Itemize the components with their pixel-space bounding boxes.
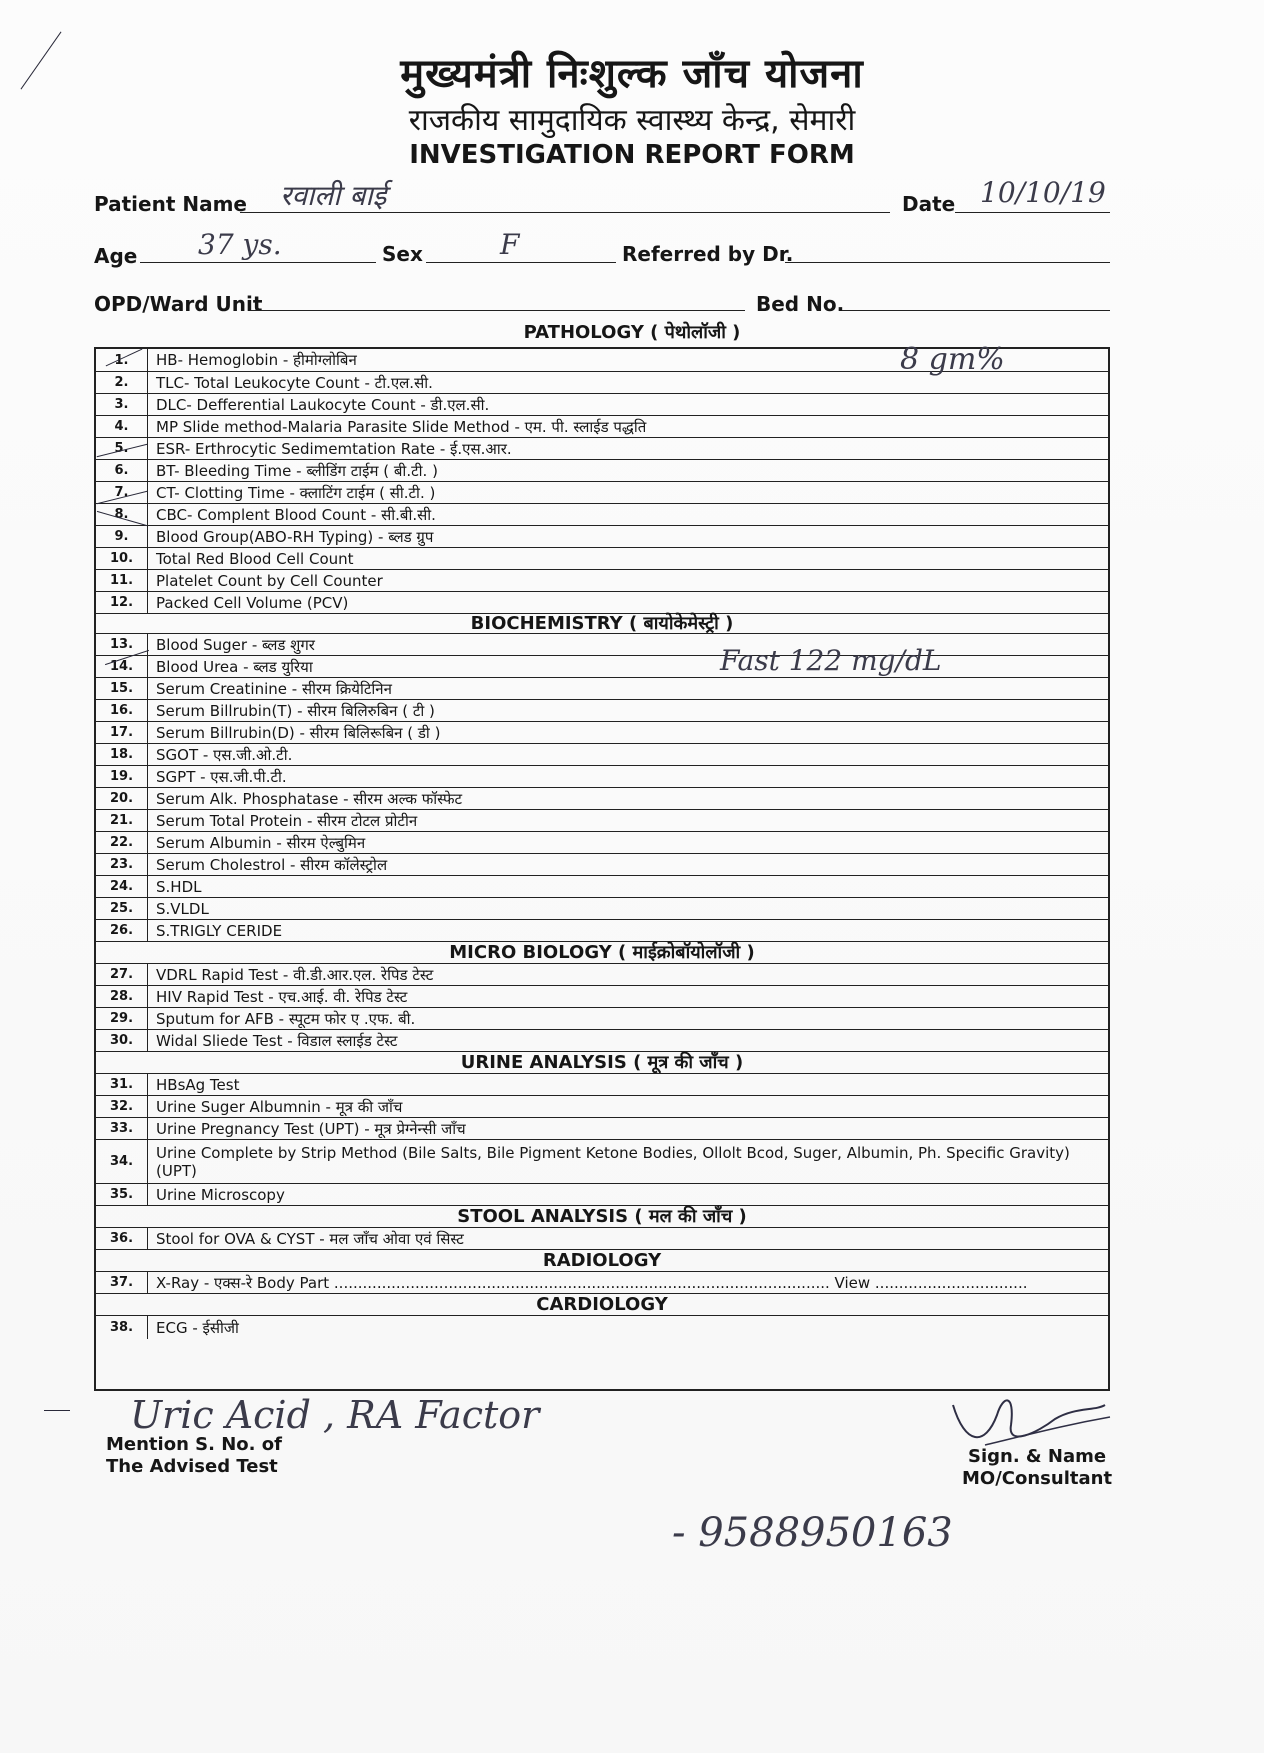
table-row: [96, 765, 1108, 787]
test-number: 5.: [96, 438, 148, 459]
test-name: Total Red Blood Cell Count: [156, 549, 354, 568]
investigation-table: [94, 347, 1110, 1391]
test-name: Sputum for AFB - स्पूटम फोर ए .एफ. बी.: [156, 1009, 416, 1028]
table-row: [96, 743, 1108, 765]
test-number: 9.: [96, 526, 148, 547]
test-name: Serum Billrubin(D) - सीरम बिलिरूबिन ( डी ): [156, 723, 441, 742]
test-name: HB- Hemoglobin - हीमोग्लोबिन: [156, 351, 357, 369]
phone-number[interactable]: - 9588950163: [672, 1510, 953, 1556]
sex-label: Sex: [382, 242, 423, 266]
test-name: Urine Complete by Strip Method (Bile Salts, Bile Pigment Ketone Bodies, Ollolt Bcod, Suger, Albumin, Ph. Specific Gravity) (UPT): [156, 1143, 1070, 1180]
test-number: 22.: [96, 832, 148, 853]
patient-name-label: Patient Name: [94, 192, 247, 216]
table-row: [96, 547, 1108, 569]
test-number: 25.: [96, 898, 148, 919]
table-row: [96, 1095, 1108, 1117]
test-number: 35.: [96, 1184, 148, 1205]
sex-value[interactable]: F: [500, 228, 520, 261]
table-row: [96, 569, 1108, 591]
test-number: 1.: [96, 349, 148, 371]
test-name: Packed Cell Volume (PCV): [156, 593, 349, 612]
test-name: Blood Suger - ब्लड शुगर: [156, 635, 315, 654]
test-name: Blood Group(ABO-RH Typing) - ब्लड ग्रुप: [156, 527, 434, 546]
test-name: Urine Microscopy: [156, 1185, 285, 1204]
table-row: [96, 633, 1108, 655]
test-number: 17.: [96, 722, 148, 743]
test-number: 12.: [96, 592, 148, 613]
test-name: VDRL Rapid Test - वी.डी.आर.एल. रेपिड टेस्ट: [156, 965, 434, 984]
test-name: S.TRIGLY CERIDE: [156, 921, 283, 940]
table-row: [96, 1227, 1108, 1249]
test-number: 11.: [96, 570, 148, 591]
section-pathology: PATHOLOGY ( पेथोलॉजी ): [523, 322, 741, 343]
test-name: ECG - ईसीजी: [156, 1318, 239, 1337]
test-name: Urine Pregnancy Test (UPT) - मूत्र प्रेग्नेन्सी जाँच: [156, 1119, 466, 1138]
test-number: 29.: [96, 1008, 148, 1029]
test-name: Serum Total Protein - सीरम टोटल प्रोटीन: [156, 811, 418, 830]
test-number: 38.: [96, 1316, 148, 1339]
table-row: [96, 677, 1108, 699]
test-name: CT- Clotting Time - क्लाटिंग टाईम ( सी.टी. ): [156, 483, 436, 502]
test-number: 7.: [96, 482, 148, 503]
test-number: 4.: [96, 416, 148, 437]
test-name: SGPT - एस.जी.पी.टी.: [156, 767, 287, 786]
age-value[interactable]: 37 ys.: [198, 228, 282, 261]
test-name: Blood Urea - ब्लड युरिया: [156, 657, 313, 676]
test-number: 8.: [96, 504, 148, 525]
section-microbiology: MICRO BIOLOGY ( माईक्रोबॉयोलॉजी ): [96, 941, 1108, 963]
test-name: Platelet Count by Cell Counter: [156, 571, 383, 590]
test-name: MP Slide method-Malaria Parasite Slide Method - एम. पी. स्लाईड पद्धति: [156, 417, 647, 436]
table-row: [96, 393, 1108, 415]
signature-image: [945, 1385, 1115, 1455]
date-label: Date: [902, 192, 956, 216]
test-number: 19.: [96, 766, 148, 787]
test-number: 23.: [96, 854, 148, 875]
table-row: [96, 481, 1108, 503]
test-name: Stool for OVA & CYST - मल जाँच ओवा एवं सिस्ट: [156, 1229, 464, 1248]
test-number: 16.: [96, 700, 148, 721]
table-row: [96, 1183, 1108, 1205]
test-name: Serum Albumin - सीरम ऐल्बुमिन: [156, 833, 366, 852]
test-number: 32.: [96, 1096, 148, 1117]
referred-by-label: Referred by Dr.: [622, 242, 794, 266]
test-number: 21.: [96, 810, 148, 831]
test-name: S.HDL: [156, 877, 202, 896]
test-name: DLC- Defferential Laukocyte Count - डी.एल.सी.: [156, 395, 490, 414]
table-row: [96, 809, 1108, 831]
table-row: [96, 985, 1108, 1007]
center-name: राजकीय सामुदायिक स्वास्थ्य केन्द्र, सेमारी: [408, 103, 856, 138]
test-number: 18.: [96, 744, 148, 765]
mention-note: Mention S. No. of The Advised Test: [106, 1434, 282, 1477]
table-row: [96, 875, 1108, 897]
table-row: [96, 897, 1108, 919]
hb-result[interactable]: 8 gm%: [900, 342, 1005, 377]
test-name: SGOT - एस.जी.ओ.टी.: [156, 745, 293, 764]
table-row: [96, 963, 1108, 985]
test-number: 36.: [96, 1228, 148, 1249]
test-name: Serum Billrubin(T) - सीरम बिलिरुबिन ( टी ): [156, 701, 435, 720]
table-row: [96, 655, 1108, 677]
test-number: 24.: [96, 876, 148, 897]
test-name: S.VLDL: [156, 899, 209, 918]
test-number: 31.: [96, 1074, 148, 1095]
test-number: 37.: [96, 1272, 148, 1293]
patient-name-value[interactable]: रवाली बाई: [280, 179, 387, 212]
test-number: 6.: [96, 460, 148, 481]
table-row: [96, 699, 1108, 721]
test-number: 28.: [96, 986, 148, 1007]
test-number: 27.: [96, 964, 148, 985]
opd-label: OPD/Ward Unit: [94, 292, 263, 316]
table-row: [96, 1029, 1108, 1051]
test-name: Urine Suger Albumnin - मूत्र की जाँच: [156, 1097, 403, 1116]
test-number: 20.: [96, 788, 148, 809]
section-urine: URINE ANALYSIS ( मूत्र की जाँच ): [96, 1051, 1108, 1073]
test-number: 2.: [96, 372, 148, 393]
test-name: TLC- Total Leukocyte Count - टी.एल.सी.: [156, 373, 433, 392]
table-row: [96, 853, 1108, 875]
table-row: [96, 1073, 1108, 1095]
test-number: 15.: [96, 678, 148, 699]
test-number: 14.: [96, 656, 148, 677]
test-name: CBC- Complent Blood Count - सी.बी.सी.: [156, 505, 436, 524]
test-name: ESR- Erthrocytic Sedimemtation Rate - ई.एस.आर.: [156, 439, 512, 458]
test-name: HBsAg Test: [156, 1075, 240, 1094]
test-number: 26.: [96, 920, 148, 941]
extra-tests-note[interactable]: Uric Acid , RA Factor: [130, 1393, 540, 1437]
table-row: [96, 459, 1108, 481]
table-row: [96, 1139, 1108, 1183]
section-biochemistry: BIOCHEMISTRY ( बायोकेमेस्ट्री ): [96, 613, 1108, 633]
test-number: 34.: [96, 1140, 148, 1183]
test-name: Serum Alk. Phosphatase - सीरम अल्क फॉस्फेट: [156, 789, 463, 808]
section-stool: STOOL ANALYSIS ( मल की जाँच ): [96, 1205, 1108, 1227]
test-name: HIV Rapid Test - एच.आई. वी. रेपिड टेस्ट: [156, 987, 408, 1006]
sugar-result[interactable]: Fast 122 mg/dL: [720, 644, 942, 677]
test-number: 33.: [96, 1118, 148, 1139]
table-row: [96, 525, 1108, 547]
table-row: [96, 831, 1108, 853]
bed-label: Bed No.: [756, 292, 845, 316]
test-number: 30.: [96, 1030, 148, 1051]
form-title: INVESTIGATION REPORT FORM: [409, 140, 855, 170]
test-number: 3.: [96, 394, 148, 415]
section-radiology: RADIOLOGY: [96, 1249, 1108, 1271]
test-name: Serum Creatinine - सीरम क्रियेटिनिन: [156, 679, 392, 698]
test-name: Serum Cholestrol - सीरम कॉलेस्ट्रोल: [156, 855, 388, 874]
test-name: X-Ray - एक्स-रे Body Part ........................................................................................................ View ................................: [156, 1273, 1028, 1292]
test-name: BT- Bleeding Time - ब्लीडिंग टाईम ( बी.टी. ): [156, 461, 438, 480]
test-name: Widal Sliede Test - विडाल स्लाईड टेस्ट: [156, 1031, 398, 1050]
table-row: [96, 919, 1108, 941]
table-row: [96, 1271, 1108, 1293]
test-number: 10.: [96, 548, 148, 569]
table-row: [96, 503, 1108, 525]
section-cardiology: CARDIOLOGY: [96, 1293, 1108, 1315]
test-number: 13.: [96, 634, 148, 655]
sign-label: Sign. & Name MO/Consultant: [962, 1446, 1113, 1489]
table-row: [96, 415, 1108, 437]
table-row: [96, 787, 1108, 809]
table-row: [96, 721, 1108, 743]
table-row: [96, 437, 1108, 459]
scheme-title: मुख्यमंत्री निःशुल्क जाँच योजना: [400, 51, 864, 97]
table-row: [96, 1315, 1108, 1339]
table-row: [96, 591, 1108, 613]
table-row: [96, 1117, 1108, 1139]
age-label: Age: [94, 244, 138, 268]
date-value[interactable]: 10/10/19: [980, 176, 1106, 209]
table-row: [96, 1007, 1108, 1029]
